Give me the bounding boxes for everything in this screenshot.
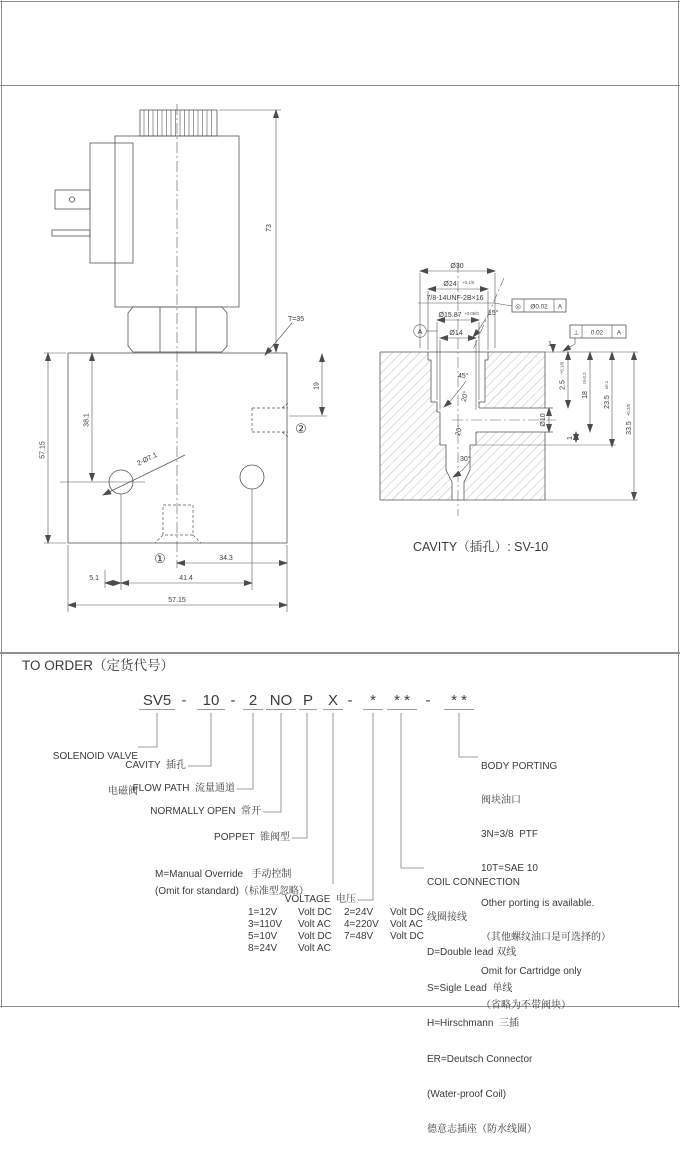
code-separator: -: [347, 692, 353, 709]
dim-d10: Ø10: [540, 413, 547, 427]
body-porting-title-cn: 阀块油口: [481, 795, 521, 807]
dim-d14: Ø14: [449, 330, 463, 337]
voltage-option: 1=12V: [248, 907, 278, 918]
code-segment-flow-path: 2: [243, 692, 263, 710]
label-cavity: CAVITY 插孔: [125, 760, 186, 771]
gdt-perpendicularity-datum: A: [616, 329, 622, 337]
code-separator: -: [425, 692, 431, 709]
code-segment-cavity: 10: [197, 692, 225, 710]
voltage-option: 4=220V: [344, 919, 379, 930]
gdt-perpendicularity-value: 0.02: [590, 329, 604, 337]
body-porting-block: [481, 738, 611, 1035]
gdt-concentricity-datum: A: [557, 303, 563, 311]
voltage-row: [248, 919, 434, 931]
voltage-unit: Volt DC: [298, 931, 332, 942]
body-porting-option: （其他螺纹油口是可选择的）: [481, 931, 611, 943]
code-segment-normally-open: NO: [266, 692, 296, 710]
voltage-unit: Volt DC: [390, 907, 424, 918]
coil-connection-option: D=Double lead 双线: [427, 947, 517, 959]
coil-connection-option: H=Hirschmann 三插: [427, 1018, 519, 1030]
code-segment-manual-override: X: [323, 692, 343, 710]
coil-connection-option: (Water-proof Coil): [427, 1088, 507, 1100]
dim-d24-tolerance: +0.1/0: [462, 280, 475, 285]
voltage-unit: Volt AC: [298, 943, 331, 954]
label-solenoid-valve-en: SOLENOID VALVE: [52, 751, 138, 762]
voltage-unit: Volt AC: [390, 919, 423, 930]
angle-45: 45°: [458, 373, 469, 380]
thread-callout: 7/8-14UNF-2B×16: [426, 295, 484, 302]
voltage-row: [248, 931, 434, 943]
code-separator: -: [230, 692, 236, 709]
to-order-title: TO ORDER（定货代号）: [22, 658, 175, 673]
dim-33-5: 33.5: [626, 421, 633, 435]
voltage-unit: Volt DC: [298, 907, 332, 918]
voltage-option: 5=10V: [248, 931, 278, 942]
body-porting-option: 3N=3/8 PTF: [481, 829, 538, 841]
dim-57-15-left: 57.15: [39, 441, 47, 459]
coil-connection-option: S=Sigle Lead 单线: [427, 982, 513, 994]
dim-38-1: 38.1: [83, 413, 91, 427]
body-porting-title: BODY PORTING: [481, 760, 558, 772]
label-voltage: VOLTAGE 电压: [284, 894, 356, 905]
dim-1-top: 1: [548, 341, 552, 348]
dim-23-5-tolerance: ±0.1: [604, 380, 609, 390]
dim-2-d7-1: 2-Ø7.1: [136, 451, 159, 468]
code-segment-coil-connection: * *: [387, 692, 417, 710]
dim-23-5: 23.5: [604, 395, 611, 409]
body-porting-option: 10T=SAE 10: [481, 863, 538, 875]
label-poppet: POPPET 锥阀型: [214, 832, 290, 843]
valve-dimension-labels: [40, 224, 321, 604]
voltage-option: 3=110V: [248, 919, 283, 930]
voltage-option: [344, 943, 390, 955]
gdt-perpendicularity-symbol: ⊥: [573, 329, 579, 337]
angle-30: 30°: [460, 456, 471, 463]
gdt-concentricity-symbol: ◎: [515, 303, 521, 311]
label-manual-override-line1: M=Manual Override 手动控制: [155, 869, 292, 880]
body-porting-option: Omit for Cartridge only: [481, 966, 582, 978]
dim-t35: T=35: [288, 316, 305, 323]
dim-18: 18: [582, 391, 589, 399]
dim-5-1: 5.1: [89, 575, 99, 582]
coil-connection-option: ER=Deutsch Connector: [427, 1053, 533, 1065]
dim-d15-87: Ø15.87: [438, 312, 462, 319]
dim-19: 19: [313, 382, 321, 390]
dim-33-5-tolerance: +0.2/0: [626, 403, 631, 417]
voltage-option: 7=48V: [344, 931, 374, 942]
angle-20-lower: 20°: [454, 424, 465, 437]
label-solenoid-valve-cn: 电磁阀: [108, 785, 138, 797]
coil-connection-option: 德意志插座（防水线圈）: [427, 1124, 537, 1136]
code-segment-voltage: *: [363, 692, 383, 710]
code-segment-sv5: SV5: [139, 692, 175, 710]
gdt-concentricity-value: Ø0.02: [530, 303, 548, 311]
dim-41-4: 41.4: [179, 575, 193, 582]
datum-a-label: A: [417, 329, 423, 336]
dim-d15-87-tolerance: +0.05/0: [464, 311, 479, 316]
angle-15: 15°: [488, 310, 499, 317]
angle-20-upper: 20°: [460, 390, 471, 403]
voltage-table: [248, 907, 434, 955]
voltage-row: [248, 907, 434, 919]
voltage-row: [248, 943, 434, 955]
coil-connection-title: COIL CONNECTION: [427, 876, 520, 888]
dim-18-tolerance: 0/-0.2: [582, 372, 587, 384]
dim-34-3: 34.3: [219, 555, 233, 562]
voltage-unit: Volt DC: [390, 931, 424, 942]
dim-57-15-bottom: 57.15: [168, 597, 186, 604]
dim-1-bottom: 1: [567, 436, 574, 440]
voltage-option: 2=24V: [344, 907, 374, 918]
dim-73: 73: [266, 224, 273, 232]
code-segment-poppet: P: [299, 692, 317, 710]
voltage-option: 8=24V: [248, 943, 278, 954]
dim-d24: Ø24: [443, 281, 457, 288]
port-2-balloon: ②: [295, 421, 307, 436]
valve-front-view: [44, 104, 327, 612]
coil-connection-title-cn: 线圈接线: [427, 911, 467, 923]
cavity-caption: CAVITY（插孔）: SV-10: [413, 540, 549, 554]
voltage-unit: Volt AC: [298, 919, 331, 930]
label-manual-override-line2: (Omit for standard)（标准型忽略）: [155, 886, 309, 897]
dim-2-5: 2.5: [559, 380, 567, 390]
code-separator: -: [181, 692, 187, 709]
body-porting-option: （省略为不带阀块）: [481, 1000, 571, 1012]
dim-d30: Ø30: [450, 263, 464, 270]
code-segment-body-porting: * *: [444, 692, 474, 710]
port-1-balloon: ①: [154, 551, 166, 566]
label-normally-open: NORMALLY OPEN 常开: [150, 806, 261, 817]
dim-2-5-tolerance: +0.1/0: [559, 361, 565, 375]
body-porting-option: Other porting is available.: [481, 897, 595, 909]
cavity-section-view: [380, 262, 638, 516]
label-flow-path: FLOW PATH 流量通道: [132, 783, 235, 794]
